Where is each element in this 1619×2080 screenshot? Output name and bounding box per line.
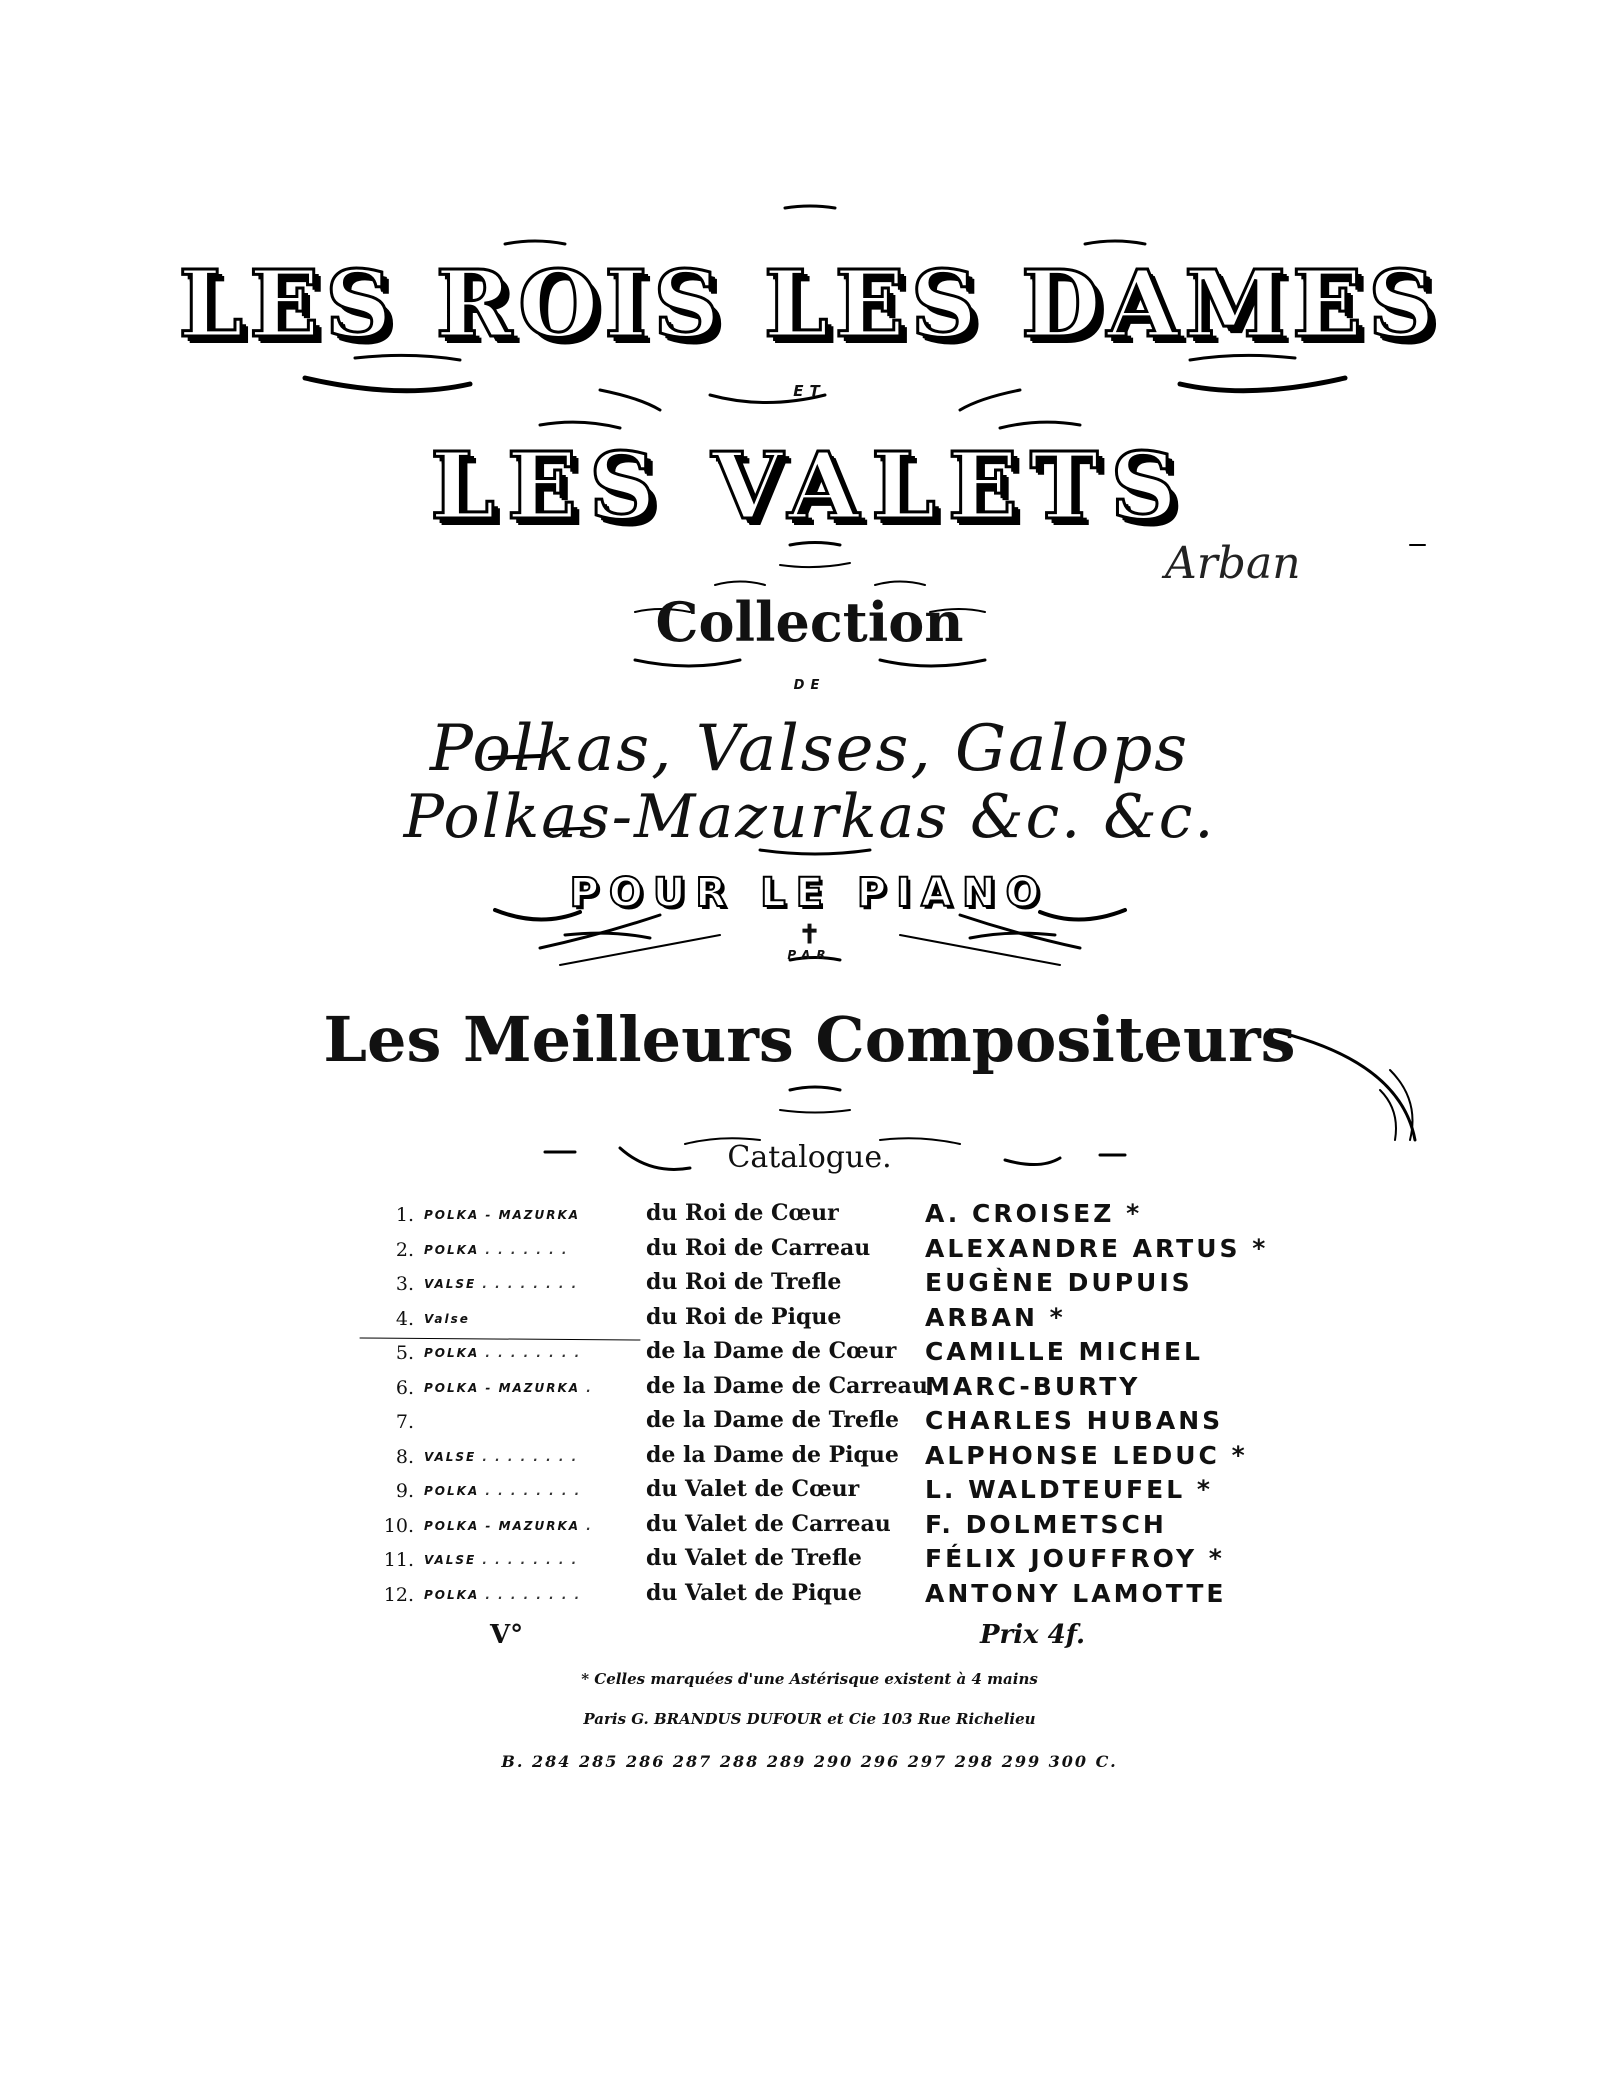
- catalogue-genre: POLKA: [424, 1242, 480, 1257]
- catalogue-genre-cell: [424, 1208, 644, 1222]
- genres-line1: Polkas, Valses, Galops: [429, 712, 1190, 786]
- leader-dots: . . . . . . . .: [476, 1553, 579, 1567]
- catalogue-description: du Valet de Trefle: [646, 1545, 862, 1571]
- catalogue-number: 1.: [395, 1204, 414, 1226]
- catalogue-description: de la Dame de Trefle: [646, 1407, 899, 1433]
- plate-numbers: B. 284 285 286 287 288 289 290 296 297 298 299 300 C.: [501, 1752, 1118, 1771]
- price-label: Prix 4f.: [980, 1620, 1086, 1650]
- catalogue-row: [0, 1233, 1619, 1267]
- catalogue-composer: ANTONY LAMOTTE: [925, 1578, 1227, 1608]
- catalogue-genre: POLKA - MAZURKA: [424, 1380, 581, 1395]
- volume-mark: V°: [490, 1620, 524, 1650]
- footnote: * Celles marquées d'une Astérisque existent à 4 mains: [581, 1670, 1038, 1688]
- catalogue-composer: MARC-BURTY: [925, 1371, 1141, 1401]
- leader-dots: .: [580, 1380, 593, 1395]
- catalogue-genre: POLKA: [424, 1346, 480, 1360]
- catalogue-composer: ARBAN *: [925, 1302, 1066, 1332]
- catalogue-number: 5.: [395, 1342, 414, 1364]
- title-et: ET: [793, 382, 826, 400]
- catalogue-description: du Valet de Pique: [646, 1579, 862, 1606]
- catalogue-row: [0, 1543, 1619, 1577]
- catalogue-description: du Roi de Trefle: [646, 1269, 842, 1295]
- composers-heading: Les Meilleurs Compositeurs: [323, 1003, 1296, 1076]
- catalogue-composer: A. CROISEZ *: [925, 1199, 1143, 1228]
- catalogue-genre: POLKA - MAZURKA: [424, 1208, 581, 1222]
- title-line1: LES ROIS LES DAMES: [178, 250, 1441, 358]
- catalogue-genre: VALSE: [424, 1553, 477, 1567]
- leader-dots: . . . . . . . .: [479, 1587, 582, 1602]
- catalogue-number: 10.: [383, 1514, 414, 1537]
- catalogue-number: 2.: [395, 1238, 414, 1261]
- catalogue-composer: L. WALDTEUFEL *: [925, 1475, 1213, 1504]
- catalogue-number: 9.: [395, 1480, 414, 1502]
- catalogue-composer: EUGÈNE DUPUIS: [925, 1268, 1193, 1297]
- catalogue-description: de la Dame de Carreau: [646, 1372, 928, 1399]
- catalogue-row: [0, 1198, 1619, 1232]
- catalogue-number: 12.: [383, 1583, 414, 1606]
- catalogue-composer: CAMILLE MICHEL: [925, 1337, 1203, 1366]
- publisher-line: Paris G. BRANDUS DUFOUR et Cie 103 Rue Richelieu: [583, 1710, 1036, 1728]
- catalogue-row: [0, 1578, 1619, 1612]
- leader-dots: .: [580, 1518, 593, 1533]
- leader-dots: . . . . . . . .: [476, 1449, 579, 1464]
- de-label: DE: [793, 678, 826, 693]
- catalogue-genre-cell: [424, 1312, 644, 1326]
- catalogue-genre: VALSE: [424, 1277, 477, 1291]
- catalogue-genre-cell: [424, 1381, 644, 1395]
- pour-le-piano: POUR LE PIANO: [569, 870, 1050, 916]
- catalogue-description: du Roi de Carreau: [646, 1234, 871, 1261]
- catalogue-genre: VALSE: [424, 1449, 477, 1464]
- catalogue-number: 7.: [395, 1411, 414, 1433]
- catalogue-number: 4.: [395, 1307, 414, 1330]
- catalogue-composer: ALPHONSE LEDUC *: [925, 1440, 1248, 1470]
- catalogue-row: [0, 1440, 1619, 1474]
- catalogue-number: 3.: [395, 1273, 414, 1295]
- leader-dots: . . . . . . . .: [479, 1484, 582, 1498]
- catalogue-composer: FÉLIX JOUFFROY *: [925, 1544, 1225, 1573]
- catalogue-description: du Roi de Cœur: [646, 1200, 839, 1226]
- catalogue-genre: POLKA: [424, 1484, 480, 1498]
- collection-heading: Collection: [655, 590, 964, 654]
- catalogue-composer: F. DOLMETSCH: [925, 1509, 1167, 1539]
- catalogue-description: de la Dame de Pique: [646, 1441, 899, 1468]
- catalogue-genre: Valse: [424, 1311, 470, 1326]
- catalogue-genre-cell: [424, 1243, 644, 1257]
- catalogue-genre-cell: [424, 1277, 644, 1291]
- catalogue-genre-cell: [424, 1346, 644, 1360]
- catalogue-number: 11.: [383, 1549, 414, 1571]
- catalogue-genre: POLKA: [424, 1587, 480, 1602]
- catalogue-description: du Roi de Pique: [646, 1303, 842, 1330]
- leader-dots: . . . . . . . .: [476, 1277, 579, 1291]
- leader-dots: . . . . . . . .: [479, 1346, 582, 1360]
- catalogue-genre-cell: [424, 1588, 644, 1602]
- title-line2: LES VALETS: [430, 432, 1189, 540]
- catalogue-row: [0, 1509, 1619, 1543]
- catalogue-row: [0, 1371, 1619, 1405]
- catalogue-description: de la Dame de Cœur: [646, 1338, 897, 1364]
- handwritten-signature: Arban: [1165, 538, 1301, 589]
- catalogue-composer: ALEXANDRE ARTUS *: [925, 1233, 1269, 1263]
- catalogue-description: du Valet de Carreau: [646, 1510, 891, 1537]
- catalogue-row: [0, 1336, 1619, 1370]
- cross-mark: ✝: [798, 920, 821, 950]
- catalogue-number: 8.: [395, 1445, 414, 1468]
- catalogue-description: du Valet de Cœur: [646, 1476, 860, 1502]
- catalogue-genre-cell: [424, 1519, 644, 1533]
- catalogue-genre-cell: [424, 1450, 644, 1464]
- catalogue-label: Catalogue.: [727, 1140, 892, 1175]
- catalogue-genre-cell: [424, 1484, 644, 1498]
- catalogue-row: [0, 1474, 1619, 1508]
- catalogue-composer: CHARLES HUBANS: [925, 1406, 1224, 1435]
- leader-dots: . . . . . . .: [479, 1242, 569, 1257]
- catalogue-number: 6.: [395, 1376, 414, 1399]
- genres-line2: Polkas-Mazurkas &c. &c.: [403, 782, 1216, 852]
- catalogue-row: [0, 1302, 1619, 1336]
- catalogue-genre-cell: [424, 1553, 644, 1567]
- par-label: PAR: [787, 948, 832, 962]
- catalogue-row: [0, 1267, 1619, 1301]
- catalogue-row: [0, 1405, 1619, 1439]
- catalogue-genre: POLKA - MAZURKA: [424, 1518, 581, 1533]
